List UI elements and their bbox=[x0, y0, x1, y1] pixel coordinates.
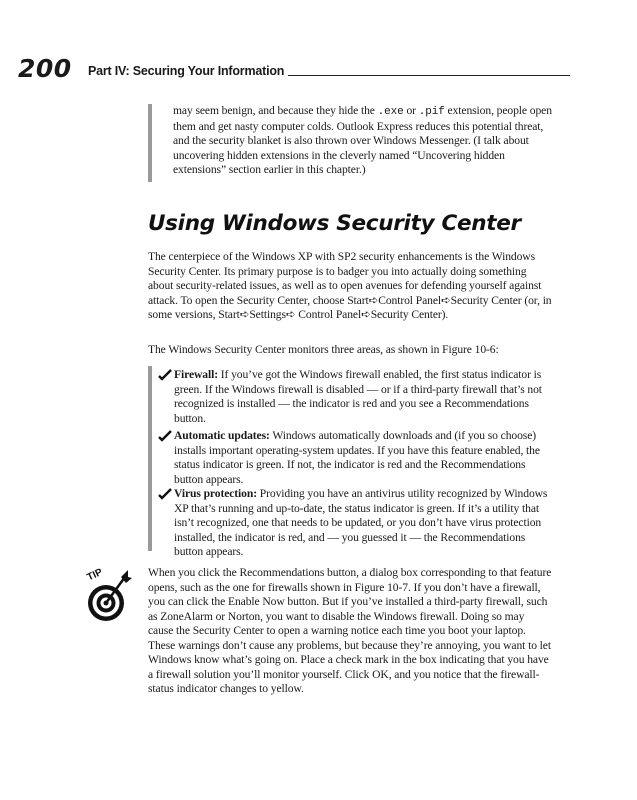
tip-label: TIP bbox=[85, 566, 105, 584]
section-title: Using Windows Security Center bbox=[148, 211, 521, 236]
list-sidebar bbox=[148, 366, 152, 551]
bullet-label: Firewall: bbox=[174, 368, 218, 381]
checkmark-icon bbox=[158, 430, 172, 442]
intro-paragraph: The centerpiece of the Windows XP with SP2 security enhancements is the Windows Security Center. Its primary purpose is to badger you into actually doing something about security-related issues, as well as to open avenues for defending yourself against attack. To open the Security Center, choose Start➪Control Panel➪Security Center (or, in some versions, Start➪Settings➪ Control Panel➪Security Center). bbox=[148, 250, 552, 321]
monitor-paragraph: The Windows Security Center monitors three areas, as shown in Figure 10-6: bbox=[148, 343, 499, 356]
bullet-label: Virus protection: bbox=[174, 487, 257, 500]
header-rule bbox=[288, 75, 570, 76]
tip-target-icon bbox=[84, 565, 134, 625]
continuation-paragraph: may seem benign, and because they hide the .exe or .pif extension, people open them and get nasty computer colds. Outlook Express reduces this potential threat, and the security blanket is also thrown over Windows Messenger. (I talk about uncovering hidden extensions in the cleverly named “Uncovering hidden extensions” section earlier in this chapter.) bbox=[173, 104, 552, 176]
running-header bbox=[18, 56, 558, 82]
continuation-sidebar bbox=[148, 104, 152, 182]
bullet-body: Providing you have an antivirus utility recognized by Windows XP that’s running and up-to-date, the status indicator is green. If it’s a utility that isn’t recognized, one that needs to be updated, or you don’t have virus protection installed, the indicator is red, and — you guessed it — the Recommendations button appears. bbox=[174, 487, 548, 558]
exe-extension: .exe bbox=[377, 106, 404, 118]
checkmark-icon bbox=[158, 369, 172, 381]
bullet-body: Windows automatically downloads and (if you so choose) installs important operating-system updates. If you have this feature enabled, the status indicator is green. If not, the indicator is red and the Recommendations button appears. bbox=[174, 429, 540, 486]
part-title: Part IV: Securing Your Information bbox=[88, 64, 285, 78]
bullet-label: Automatic updates: bbox=[174, 429, 270, 442]
tip-paragraph: When you click the Recommendations button, a dialog box corresponding to that feature opens, such as the one for firewalls shown in Figure 10-7. If you don’t have a firewall, you can click the Enable Now button. But if you’ve installed a third-party firewall, such as ZoneAlarm or Norton, you want to disable the Windows firewall. Doing so may cause the Security Center to open a warning notice each time you boot your laptop. These warnings don’t cause any problems, but because they’re annoying, you want to let Windows know what’s going on. Place a check mark in the box indicating that you have a firewall solution you’ll monitor yourself. Click OK, and you notice that the firewall-status indicator changes to yellow. bbox=[148, 566, 552, 695]
checkmark-icon bbox=[158, 488, 172, 500]
bullet-body: If you’ve got the Windows firewall enabled, the first status indicator is green. If the Windows firewall is disabled — or if a third-party firewall that’s not recognized is installed — the indicator is red and you see a Recommendations button. bbox=[174, 368, 542, 425]
pif-extension: .pif bbox=[418, 106, 445, 118]
page-number: 200 bbox=[18, 54, 72, 83]
